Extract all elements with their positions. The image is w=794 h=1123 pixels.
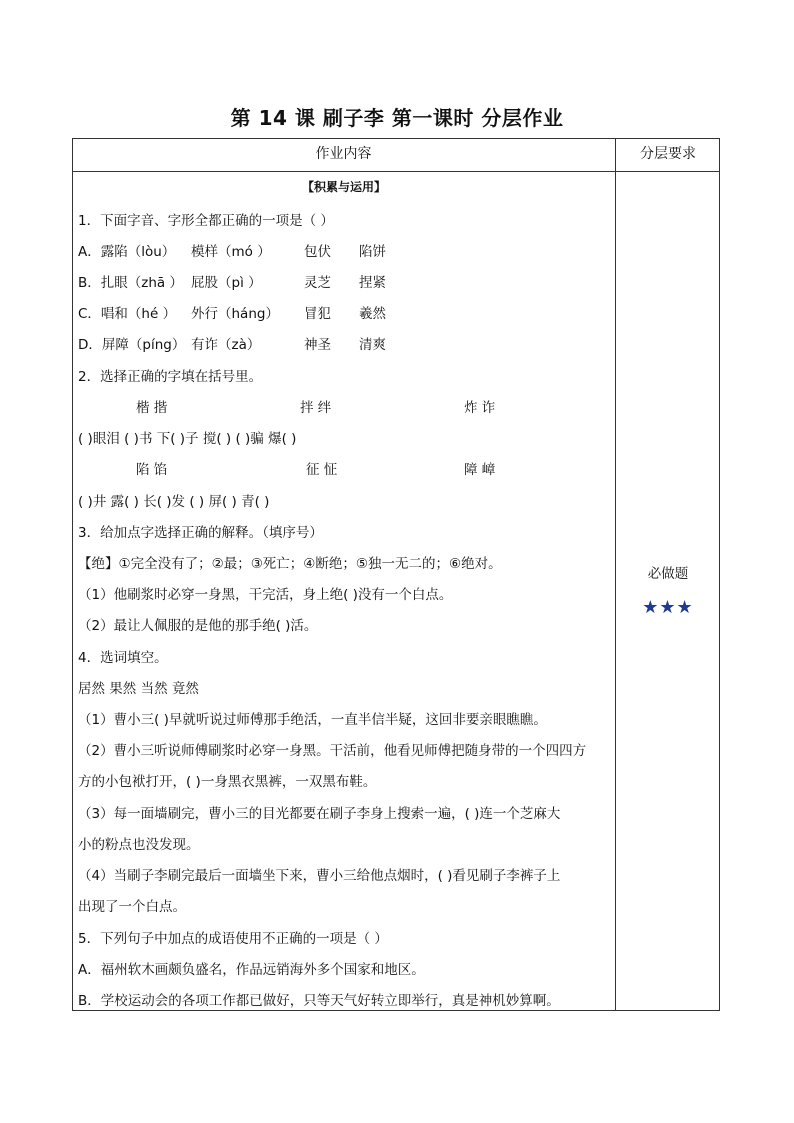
q4-word-bank: 居然 果然 当然 竟然 [78,681,199,697]
page-title: 第 14 课 刷子李 第一课时 分层作业 [230,106,564,130]
q3-stem: 3．给加点字选择正确的解释。（填序号） [78,525,323,541]
q2-pair-6: 障 嶂 [464,462,496,478]
q2-pair-3: 炸 诈 [464,400,496,416]
q1-option-c: C．唱和（hé ） 外行（háng） 冒犯 羲然 [78,306,386,322]
q4-sentence-4b: 出现了一个白点。 [78,899,186,915]
star-rating: ★★★ [642,597,694,618]
q5-stem: 5．下列句子中加点的成语使用不正确的一项是（ ） [78,931,388,947]
q2-row-2: ( )井 露( ) 长( )发 ( ) 屏( ) 青( ) [78,494,270,510]
q4-sentence-2b: 方的小包袱打开，( )一身黑衣黑裤，一双黑布鞋。 [78,774,377,790]
q3-sentence-1: （1）他刷浆时必穿一身黑，干完活，身上绝( )没有一个白点。 [78,587,453,603]
q4-sentence-1: （1）曹小三( )早就听说过师傅那手绝活，一直半信半疑，这回非要亲眼瞧瞧。 [78,712,547,728]
q4-stem: 4．选词填空。 [78,650,168,666]
q2-row-1: ( )眼泪 ( )书 下( )子 搅( ) ( )骗 爆( ) [78,431,297,447]
q4-sentence-3b: 小的粉点也没发现。 [78,837,200,853]
header-content: 作业内容 [315,146,372,162]
q5-option-b: B．学校运动会的各项工作都已做好，只等天气好转立即举行，真是神机妙算啊。 [78,993,560,1009]
q1-option-a: A．露陷（lòu） 模样（mó ） 包伏 陷饼 [78,244,386,260]
q4-sentence-2a: （2）曹小三听说师傅刷浆时必穿一身黑。干活前，他看见师傅把随身带的一个四四方 [78,743,587,759]
q2-stem: 2．选择正确的字填在括号里。 [78,369,263,385]
level-label: 必做题 [647,566,689,582]
q1-option-d: D．屏障（píng） 有诈（zà） 神圣 清爽 [78,337,386,353]
q1-option-b: B．扎眼（zhā ） 屁股（pì ） 灵芝 捏紧 [78,275,386,291]
q3-definition: 【绝】①完全没有了；②最；③死亡；④断绝；⑤独一无二的；⑥绝对。 [78,556,502,572]
q1-stem: 1．下面字音、字形全都正确的一项是（ ） [78,213,334,229]
section-heading: 【积累与运用】 [301,180,386,194]
q2-pair-2: 拌 绊 [300,400,332,416]
header-divider [72,171,720,172]
q4-sentence-3a: （3）每一面墙刷完，曹小三的目光都要在刷子李身上搜索一遍，( )连一个芝麻大 [78,806,561,822]
q2-pair-5: 征 怔 [306,462,338,478]
header-level: 分层要求 [640,146,696,162]
q3-sentence-2: （2）最让人佩服的是他的那手绝( )活。 [78,618,318,634]
q2-pair-1: 楷 揩 [136,400,168,416]
q4-sentence-4a: （4）当刷子李刷完最后一面墙坐下来，曹小三给他点烟时，( )看见刷子李裤子上 [78,868,561,884]
q5-option-a: A．福州软木画颇负盛名，作品远销海外多个国家和地区。 [78,962,425,978]
q2-pair-4: 陷 馅 [136,462,168,478]
